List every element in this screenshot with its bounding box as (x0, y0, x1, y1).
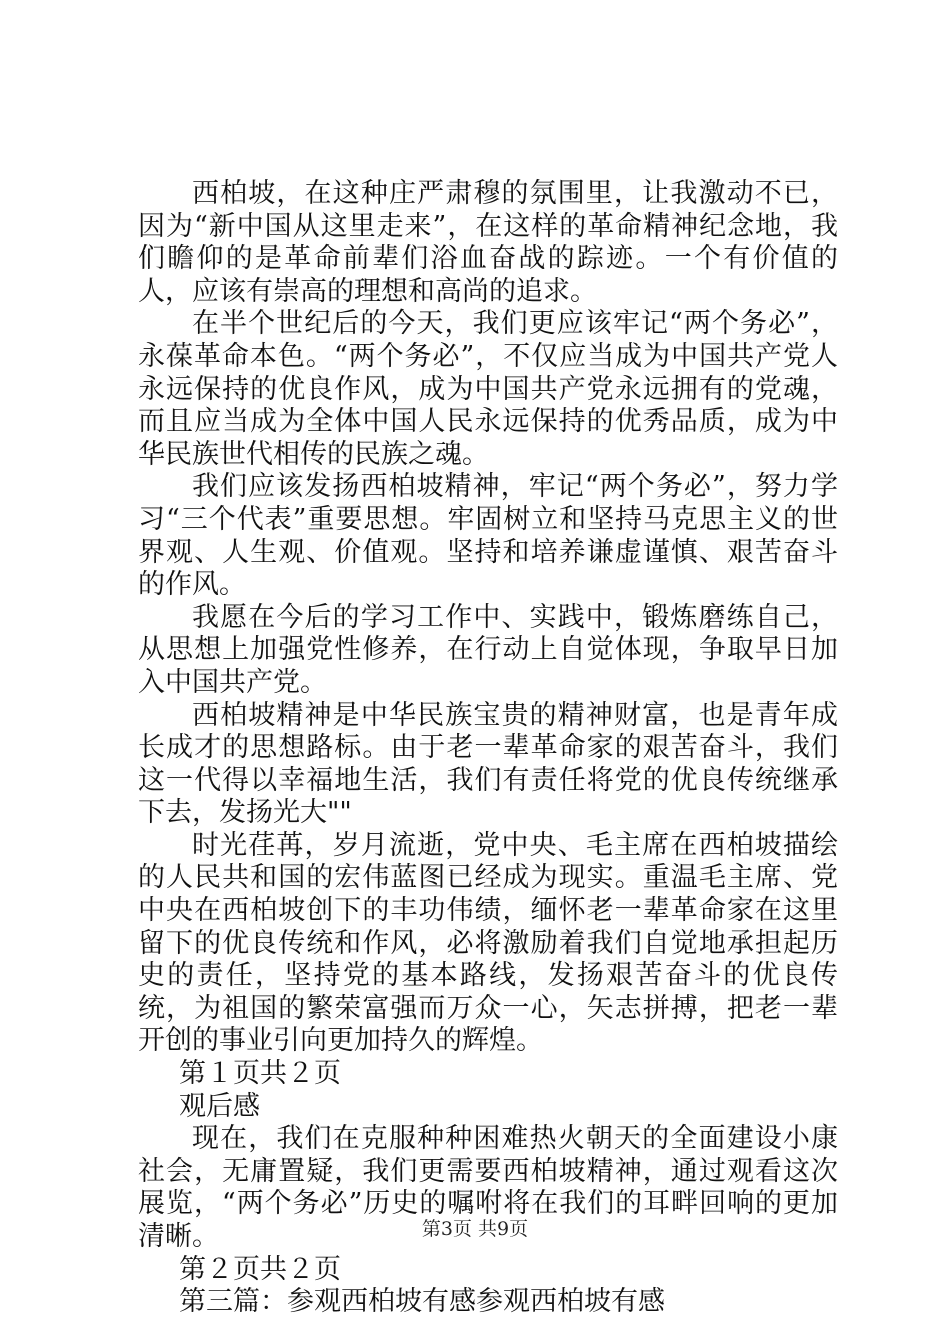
page-footer: 第3页 共9页 (421, 1218, 529, 1240)
page-marker-1: 第１页共２页 (179, 1058, 341, 1090)
paragraph-6: 时光荏苒，岁月流逝，党中央、毛主席在西柏坡描绘的人民共和国的宏伟蓝图已经成为现实。重温毛主席、党中央在西柏坡创下的丰功伟绩，缅怀老一辈革命家在这里留下的优良传统和作风，必将激励着我们自觉地承担起历史的责任，坚持党的基本路线，发扬艰苦奋斗的优良传统，为祖国的繁荣富强而万众一心，矢志拼搏，把老一辈开创的事业引向更加持久的辉煌。 (138, 829, 838, 1057)
page-marker-2: 第２页共２页 (179, 1253, 341, 1285)
section-heading-2: 第三篇：参观西柏坡有感参观西柏坡有感 (179, 1286, 665, 1318)
paragraph-7: 现在，我们在克服种种困难热火朝天的全面建设小康社会，无庸置疑，我们更需要西柏坡精神，通过观看这次展览，“两个务必”历史的嘱咐将在我们的耳畔回响的更加清晰。 (138, 1123, 838, 1252)
document-body (138, 178, 838, 1319)
section-heading-1: 观后感 (179, 1090, 260, 1122)
paragraph-4: 我愿在今后的学习工作中、实践中，锻炼磨练自己，从思想上加强党性修养，在行动上自觉体现，争取早日加入中国共产党。 (138, 601, 838, 698)
paragraph-3: 我们应该发扬西柏坡精神，牢记“两个务必”，努力学习“三个代表”重要思想。牢固树立和坚持马克思主义的世界观、人生观、价值观。坚持和培养谦虚谨慎、艰苦奋斗的作风。 (138, 471, 838, 601)
paragraph-5: 西柏坡精神是中华民族宝贵的精神财富，也是青年成长成才的思想路标。由于老一辈革命家的艰苦奋斗，我们这一代得以幸福地生活，我们有责任将党的优良传统继承下去，发扬光大"" (138, 699, 838, 829)
paragraph-2: 在半个世纪后的今天，我们更应该牢记“两个务必”，永葆革命本色。“两个务必”，不仅应当成为中国共产党人永远保持的优良作风，成为中国共产党永远拥有的党魂，而且应当成为全体中国人民永远保持的优秀品质，成为中华民族世代相传的民族之魂。 (138, 308, 838, 470)
paragraph-1: 西柏坡，在这种庄严肃穆的氛围里，让我激动不已，因为“新中国从这里走来”，在这样的革命精神纪念地，我们瞻仰的是革命前辈们浴血奋战的踪迹。一个有价值的人，应该有崇高的理想和高尚的追求。 (138, 178, 838, 307)
